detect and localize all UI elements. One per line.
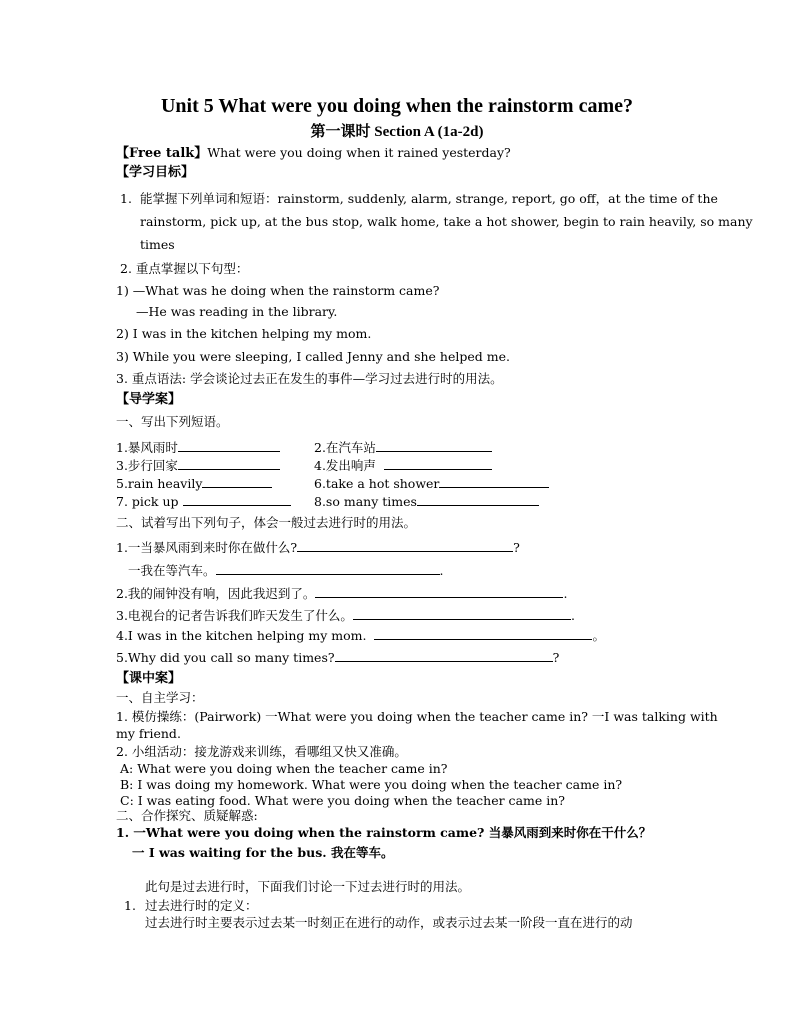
answer-blank[interactable] [384,457,492,470]
goal-1-number: 1. [120,191,132,206]
dialogue-c: C: I was eating food. What were you doing when the teacher came in? [120,793,565,808]
sentence-4 [116,627,605,644]
punctuation: . [563,586,568,601]
pattern-1: 1) —What was he doing when the rainstorm came? [116,283,440,298]
goal-1-line-1: 能掌握下列单词和短语：rainstorm, suddenly, alarm, strange, report, go off，at the time of the [140,191,718,206]
free-talk [116,145,511,162]
answer-blank[interactable] [297,539,513,552]
sentence-1-text: 1.一当暴风雨到来时你在做什么? [116,540,298,555]
class-part-1: 一、自主学习： [116,690,204,705]
phrase-3-text: 3.步行回家 [116,458,178,473]
answer-blank[interactable] [315,585,563,598]
phrase-2-text: 2.在汽车站 [314,440,376,455]
goal-2: 2. 重点掌握以下句型： [120,261,249,276]
punctuation: . [439,563,444,578]
goal-3: 3. 重点语法: 学会谈论过去正在发生的事件—学习过去进行时的用法。 [116,371,503,386]
definition-label: 过去进行时的定义： [145,898,258,913]
phrase-8 [314,493,539,510]
sentence-5-text: 5.Why did you call so many times? [116,650,335,665]
sentence-1-answer [128,562,444,579]
pattern-3: 3) While you were sleeping, I called Jenny and she helped me. [116,349,510,364]
sentence-3-text: 3.电视台的记者告诉我们昨天发生了什么。 [116,608,353,623]
pattern-2: 2) I was in the kitchen helping my mom. [116,326,372,341]
free-talk-text: What were you doing when it rained yesterday? [207,145,511,160]
guide-heading: 【导学案】 [116,392,182,407]
example-1: 1. 一What were you doing when the rainstorm came? 当暴风雨到来时你在干什么？ [116,825,652,840]
sentence-4-text: 4.I was in the kitchen helping my mom. [116,628,367,643]
answer-blank[interactable] [376,439,492,452]
page-title: Unit 5 What were you doing when the rainstorm came? [160,95,634,117]
definition-text: 过去进行时主要表示过去某一时刻正在进行的动作，或表示过去某一阶段一直在进行的动 [145,915,633,930]
answer-blank[interactable] [183,493,291,506]
answer-blank[interactable] [178,457,280,470]
phrase-7-text: 7. pick up [116,494,179,509]
pattern-1-answer: —He was reading in the library. [136,304,338,319]
punctuation: . [570,608,575,623]
phrase-6 [314,475,549,492]
phrase-1 [116,439,280,456]
phrase-5-text: 5.rain heavily [116,476,203,491]
sentence-3 [116,607,575,624]
answer-blank[interactable] [374,627,592,640]
dialogue-b: B: I was doing my homework. What were you doing when the teacher came in? [120,777,623,792]
guide-part-1: 一、写出下列短语。 [116,414,229,429]
punctuation: ? [552,650,560,665]
sentence-2 [116,585,567,602]
sentence-5 [116,649,559,666]
activity-2: 2. 小组活动：接龙游戏来训练，看哪组又快又准确。 [116,744,407,759]
free-talk-label: 【Free talk】 [116,146,208,161]
answer-blank[interactable] [353,607,571,620]
sentence-2-text: 2.我的闹钟没有响，因此我迟到了。 [116,586,316,601]
phrase-5 [116,475,272,492]
answer-blank[interactable] [439,475,549,488]
sentence-1b-text: 一我在等汽车。 [128,563,216,578]
activity-1-line-2: my friend. [116,726,181,741]
goals-heading: 【学习目标】 [116,165,195,180]
phrase-4 [314,457,492,474]
answer-blank[interactable] [216,562,440,575]
phrase-7 [116,493,291,510]
answer-blank[interactable] [417,493,539,506]
sentence-1 [116,539,520,556]
phrase-2 [314,439,492,456]
dialogue-a: A: What were you doing when the teacher came in? [120,761,448,776]
activity-1-line-1: 1. 模仿操练：(Pairwork) 一What were you doing when the teacher came in? 一I was talking with [116,709,718,724]
punctuation: ? [513,540,520,555]
phrase-6-text: 6.take a hot shower [314,476,440,491]
answer-blank[interactable] [178,439,280,452]
punctuation: 。 [592,628,605,643]
page-subtitle: 第一课时 Section A (1a-2d) [310,124,484,140]
answer-blank[interactable] [202,475,272,488]
phrase-1-text: 1.暴风雨时 [116,440,178,455]
grammar-note: 此句是过去进行时，下面我们讨论一下过去进行时的用法。 [145,879,471,894]
example-1-answer: 一 I was waiting for the bus. 我在等车。 [132,845,394,860]
class-part-2: 二、合作探究、质疑解惑: [116,808,258,823]
answer-blank[interactable] [335,649,553,662]
guide-part-2: 二、试着写出下列句子，体会一般过去进行时的用法。 [116,515,417,530]
definition-number: 1. [124,898,136,913]
goal-1-line-2: rainstorm, pick up, at the bus stop, walk home, take a hot shower, begin to rain heavily, so many [140,214,753,229]
phrase-8-text: 8.so many times [314,494,417,509]
phrase-4-text: 4.发出响声 [314,458,376,473]
class-heading: 【课中案】 [116,671,182,686]
phrase-3 [116,457,280,474]
goal-1-line-3: times [140,237,175,252]
